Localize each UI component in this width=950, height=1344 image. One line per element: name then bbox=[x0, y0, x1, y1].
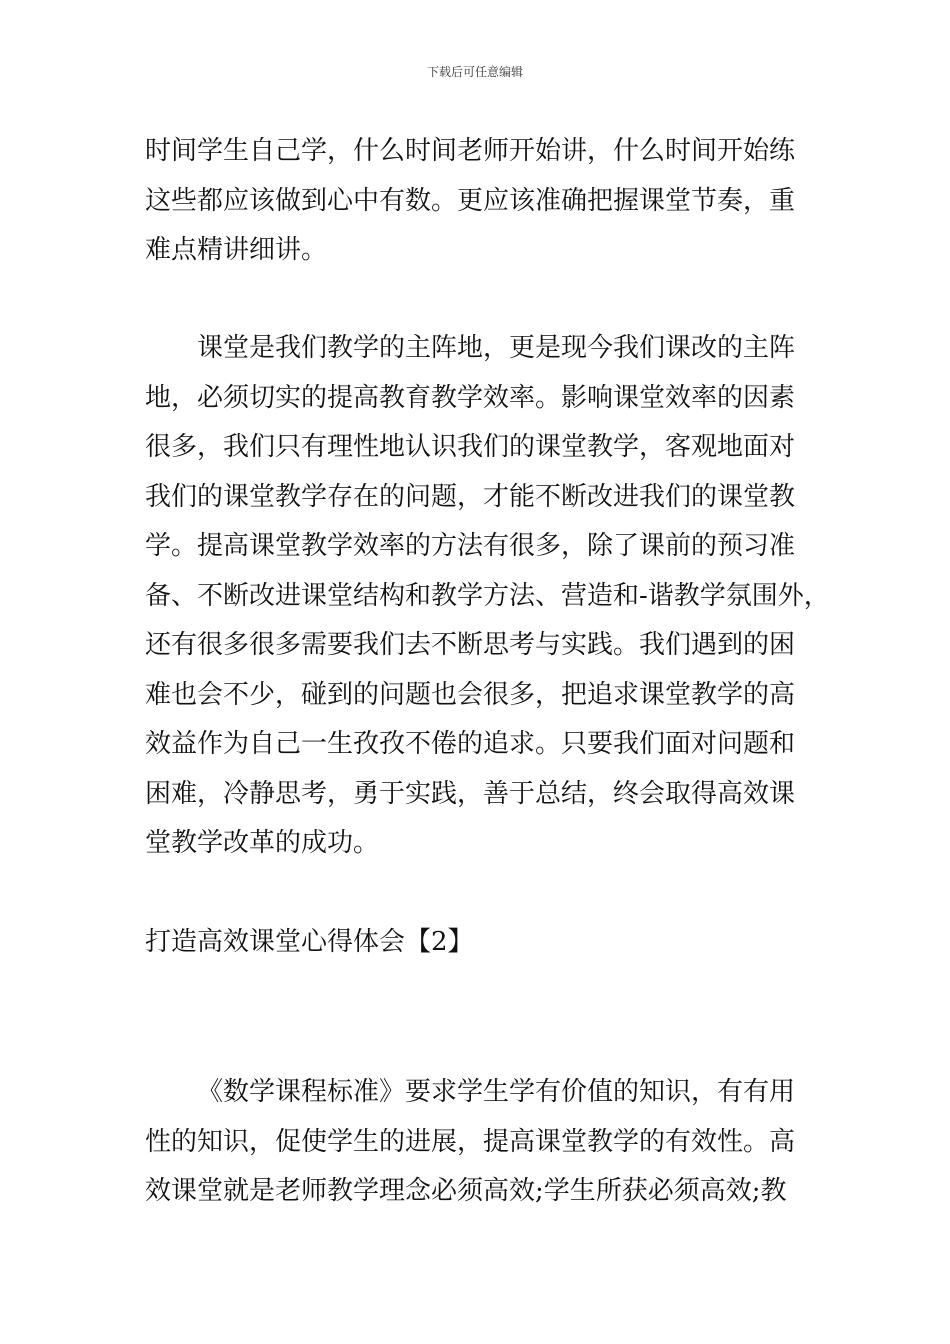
text-line: 性的知识，促使学生的进展，提高课堂教学的有效性。高 bbox=[145, 1126, 796, 1157]
text-line: 效课堂就是老师教学理念必须高效;学生所获必须高效;教 bbox=[145, 1176, 787, 1206]
text-line: 课堂是我们教学的主阵地，更是现今我们课改的主阵 bbox=[197, 333, 796, 363]
text-line: 效益作为自己一生孜孜不倦的追求。只要我们面对问题和 bbox=[145, 729, 796, 759]
paragraph-3 bbox=[145, 1068, 825, 1217]
section-heading bbox=[145, 918, 825, 968]
text-line: 难也会不少，碰到的问题也会很多，把追求课堂教学的高 bbox=[145, 679, 796, 710]
text-line: 《数学课程标准》要求学生学有价值的知识，有有用 bbox=[197, 1077, 796, 1107]
page-header: 下载后可任意编辑 bbox=[426, 65, 523, 79]
paragraph-2 bbox=[145, 324, 830, 869]
text-line: 时间学生自己学，什么时间老师开始讲，什么时间开始练 bbox=[145, 136, 796, 166]
text-line: 还有很多很多需要我们去不断思考与实践。我们遇到的困 bbox=[145, 630, 796, 660]
text-line: 学。提高课堂教学效率的方法有很多，除了课前的预习准 bbox=[145, 531, 796, 561]
heading-text: 打造高效课堂心得体会【2】 bbox=[145, 927, 474, 957]
text-line: 难点精讲细讲。 bbox=[145, 235, 328, 265]
text-line: 困难，冷静思考，勇于实践，善于总结，终会取得高效课 bbox=[145, 778, 796, 809]
text-line: 备、不断改进课堂结构和教学方法、营造和-谐教学氛围外， bbox=[145, 580, 830, 611]
text-line: 很多，我们只有理性地认识我们的课堂教学，客观地面对 bbox=[145, 432, 796, 462]
paragraph-1 bbox=[145, 127, 825, 276]
text-line: 这些都应该做到心中有数。更应该准确把握课堂节奏，重 bbox=[145, 185, 796, 216]
text-line: 我们的课堂教学存在的问题，才能不断改进我们的课堂教 bbox=[145, 481, 796, 512]
text-line: 地，必须切实的提高教育教学效率。影响课堂效率的因素 bbox=[145, 382, 796, 413]
text-line: 堂教学改革的成功。 bbox=[145, 828, 380, 858]
